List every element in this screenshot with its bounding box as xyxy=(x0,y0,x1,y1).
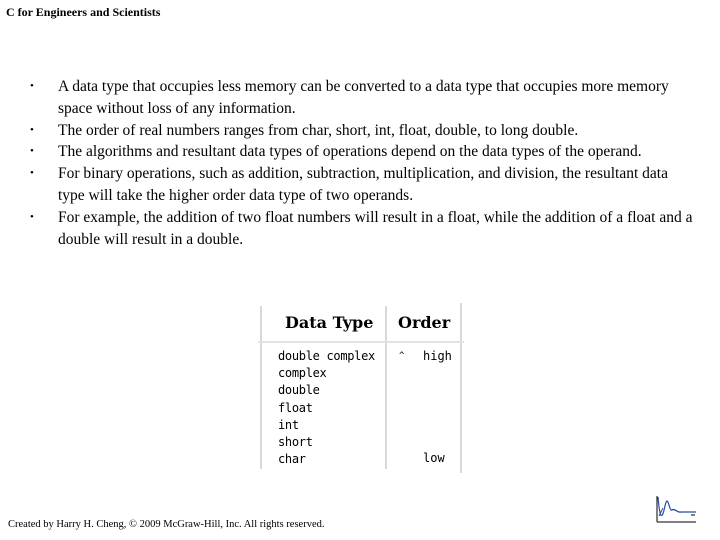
bullet-text: For example, the addition of two float numbers will result in a float, while the addition of a float and a double will result in a double. xyxy=(58,208,693,248)
bullet-item xyxy=(20,207,695,251)
bullet-marker: • xyxy=(30,210,34,223)
bullet-text: The order of real numbers ranges from char, short, int, float, double, to long double. xyxy=(58,121,579,139)
data-type-item: complex xyxy=(278,366,327,381)
bullet-item xyxy=(20,120,695,142)
bullet-text: The algorithms and resultant data types of operations depend on the data types of the operand. xyxy=(58,143,642,161)
arrow-up-icon: ^ xyxy=(399,351,405,361)
bullet-marker: • xyxy=(30,80,34,92)
data-type-item: char xyxy=(278,452,306,467)
data-type-heading: Data Type xyxy=(285,313,374,332)
data-type-item: short xyxy=(278,435,313,450)
figure-right-rule xyxy=(460,303,462,473)
data-type-item: float xyxy=(278,400,313,415)
data-type-list xyxy=(278,348,375,468)
data-type-order-figure xyxy=(258,303,464,473)
order-high-label: high xyxy=(423,349,452,363)
bullet-text: A data type that occupies less memory can be converted to a data type that occupies more memory space without loss of any information. xyxy=(58,78,669,117)
bullet-text: For binary operations, such as addition, subtraction, multiplication, and division, the resultant data type will take the higher order data type of two operands. xyxy=(58,165,668,204)
data-type-item: int xyxy=(278,417,299,432)
figure-header-rule xyxy=(258,341,464,343)
bullet-marker: • xyxy=(30,123,34,136)
bullet-marker: • xyxy=(30,145,34,158)
order-low-label: low xyxy=(423,451,445,465)
bullet-item xyxy=(20,76,695,120)
page-header-title: C for Engineers and Scientists xyxy=(6,5,161,19)
data-type-item: double xyxy=(278,383,320,398)
figure-column-divider xyxy=(385,306,387,469)
footer-credit: Created by Harry H. Cheng, © 2009 McGraw-Hill, Inc. All rights reserved. xyxy=(8,519,325,530)
bullet-marker: • xyxy=(30,167,34,180)
bullet-item xyxy=(20,163,695,207)
bullet-list xyxy=(20,76,695,250)
order-heading: Order xyxy=(398,313,451,332)
bullet-item xyxy=(20,141,695,163)
publisher-logo-icon xyxy=(654,494,698,524)
data-type-item: double complex xyxy=(278,349,375,363)
figure-left-rule xyxy=(260,306,262,469)
